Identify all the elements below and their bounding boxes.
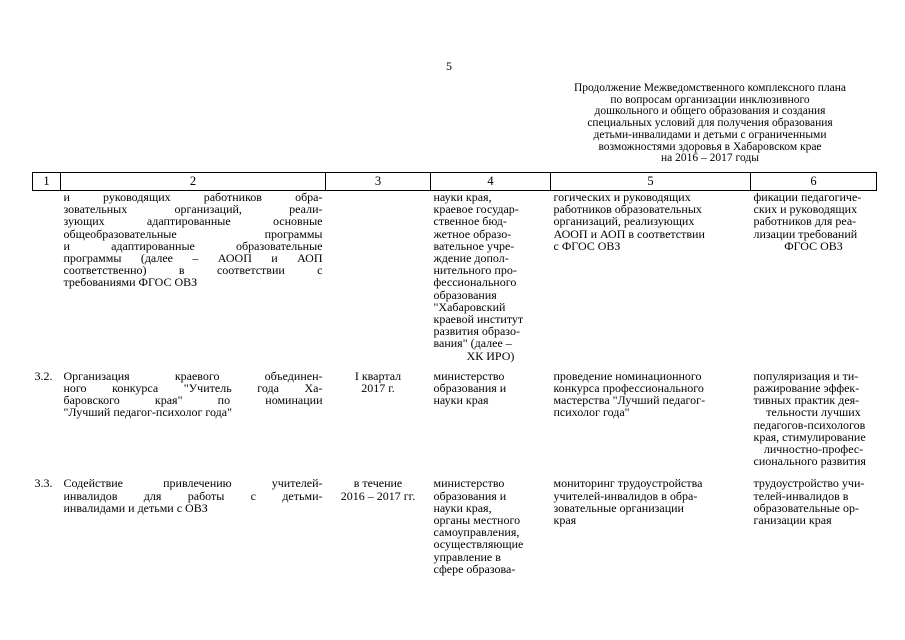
form-line: мастерства "Лучший педагог-	[553, 393, 706, 408]
executor-line: науки края,	[433, 500, 492, 515]
plan-title-line: специальных условий для получения образования	[587, 117, 833, 130]
form-line: проведение номинационного	[553, 368, 702, 383]
column-header: 3	[326, 173, 431, 191]
page-number: 5	[446, 59, 452, 73]
result-line: фикации педагогиче-	[753, 190, 862, 204]
form-line: психолог года"	[553, 405, 630, 420]
executor-line: образования и	[433, 381, 507, 396]
executor-cell	[431, 467, 551, 575]
executor-line: органы местного	[433, 513, 521, 528]
form-line: учителей-инвалидов в обра-	[553, 488, 698, 503]
form-line: конкурса профессионального	[553, 381, 704, 396]
activity-line: "Лучший педагог-психолог года"	[63, 405, 232, 420]
activity-line: и адаптированные образовательные	[63, 238, 323, 253]
result-cell	[751, 362, 877, 468]
column-header: 2	[61, 173, 326, 191]
deadline-cell	[326, 467, 431, 575]
result-line: телей-инвалидов в	[753, 488, 849, 503]
plan-title-line: возможностями здоровья в Хабаровском крае	[598, 140, 822, 153]
executor-line: осуществляющие	[433, 537, 524, 552]
executor-line: образования и	[433, 488, 507, 503]
executor-line: развития образо-	[433, 324, 520, 339]
plan-title-line: на 2016 – 2017 годы	[661, 152, 759, 165]
plan-title-line: Продолжение Межведомственного комплексного плана	[573, 82, 847, 94]
column-header: 5	[551, 173, 751, 191]
deadline-line: 2017 г.	[361, 381, 395, 396]
result-line: ганизации края	[753, 513, 832, 528]
executor-line: ственное бюд-	[433, 214, 507, 229]
executor-line: вания" (далее –	[433, 336, 512, 351]
activity-line: общеобразовательные программы	[63, 226, 323, 241]
result-line: лизации требований	[753, 226, 858, 241]
activity-line: инвалидов для работы с детьми-	[63, 488, 323, 503]
result-line: ражирование эффек-	[753, 381, 860, 396]
form-line: края	[553, 513, 577, 528]
result-line: ФГОС ОВЗ	[784, 238, 843, 253]
activity-line: соответственно) в соответствии с	[63, 263, 323, 278]
result-line: личностно-профес-	[763, 442, 864, 457]
executor-line: краевое государ-	[433, 202, 519, 217]
column-header: 4	[431, 173, 551, 191]
executor-line: науки края,	[433, 190, 492, 204]
executor-line: нительного про-	[433, 263, 517, 278]
executor-line: краевой институт	[433, 312, 524, 327]
result-line: популяризация и ти-	[753, 368, 859, 383]
form-cell	[551, 362, 751, 468]
result-line: образовательные ор-	[753, 500, 859, 515]
result-line: края, стимулирование	[753, 429, 866, 444]
form-line: зовательные организации	[553, 500, 684, 515]
deadline-cell	[326, 191, 431, 362]
plan-title	[540, 83, 880, 165]
executor-line: министерство	[433, 476, 505, 491]
plan-table	[32, 172, 877, 575]
form-line: работников образовательных	[553, 202, 702, 217]
form-line: организаций, реализующих	[553, 214, 695, 229]
activity-line: Организация краевого объединен-	[63, 368, 323, 383]
form-line: АООП и АОП в соответствии	[553, 226, 705, 241]
row-number: 3.3.	[34, 476, 53, 491]
table-row	[33, 362, 877, 468]
activity-line: Содействие привлечению учителей-	[63, 476, 323, 491]
result-line: работников для реа-	[753, 214, 857, 229]
executor-line: управление в	[433, 549, 501, 564]
deadline-line: 2016 – 2017 гг.	[340, 488, 416, 503]
activity-line: баровского края" по номинации	[63, 393, 323, 408]
executor-line: ждение допол-	[433, 251, 509, 266]
result-line: трудоустройство учи-	[753, 476, 865, 491]
row-number: 3.2.	[34, 368, 53, 383]
executor-line: фессионального	[433, 275, 517, 290]
executor-line: "Хабаровский	[433, 299, 506, 314]
plan-title-line: детьми-инвалидами и детьми с ограниченными	[593, 128, 827, 141]
activity-line: зовательных организаций, реали-	[63, 202, 323, 217]
deadline-line: I квартал	[354, 368, 402, 383]
executor-line: сфере образова-	[433, 561, 516, 576]
table-row	[33, 191, 877, 362]
activity-cell	[61, 362, 326, 468]
row-number	[33, 191, 61, 362]
executor-line: самоуправления,	[433, 525, 520, 540]
column-header: 6	[751, 173, 877, 191]
plan-title-line: дошкольного и общего образования и создания	[594, 105, 826, 118]
activity-cell	[61, 467, 326, 575]
form-cell	[551, 191, 751, 362]
activity-line: программы (далее – АООП и АОП	[63, 251, 323, 266]
executor-line: министерство	[433, 368, 505, 383]
result-line: педагогов-психологов	[753, 417, 866, 432]
result-line: сионального развития	[753, 454, 866, 469]
executor-cell	[431, 191, 551, 362]
result-cell	[751, 467, 877, 575]
result-cell	[751, 191, 877, 362]
executor-line: вательное учре-	[433, 238, 515, 253]
column-header: 1	[33, 173, 61, 191]
result-line: тельности лучших	[766, 405, 861, 420]
activity-line: ного конкурса "Учитель года Ха-	[63, 381, 323, 396]
executor-line: образования	[433, 287, 497, 302]
activity-line: требованиями ФГОС ОВЗ	[63, 275, 198, 290]
table-row	[33, 467, 877, 575]
executor-line: науки края	[433, 393, 489, 408]
result-line: тивных практик дея-	[753, 393, 860, 408]
activity-line: инвалидами и детьми с ОВЗ	[63, 500, 208, 515]
form-line: мониторинг трудоустройства	[553, 476, 703, 491]
result-line: ских и руководящих	[753, 202, 858, 217]
activity-line: и руководящих работников обра-	[63, 190, 323, 204]
deadline-cell	[326, 362, 431, 468]
plan-title-line: по вопросам организации инклюзивного	[610, 93, 810, 106]
deadline-line: в течение	[353, 476, 403, 491]
executor-cell	[431, 362, 551, 468]
form-line: с ФГОС ОВЗ	[553, 238, 621, 253]
form-line: гогических и руководящих	[553, 190, 691, 204]
table-header-row	[33, 173, 877, 191]
form-cell	[551, 467, 751, 575]
activity-cell	[61, 191, 326, 362]
executor-line: жетное образо-	[433, 226, 512, 241]
activity-line: зующих адаптированные основные	[63, 214, 323, 229]
executor-line: ХК ИРО)	[466, 348, 515, 363]
